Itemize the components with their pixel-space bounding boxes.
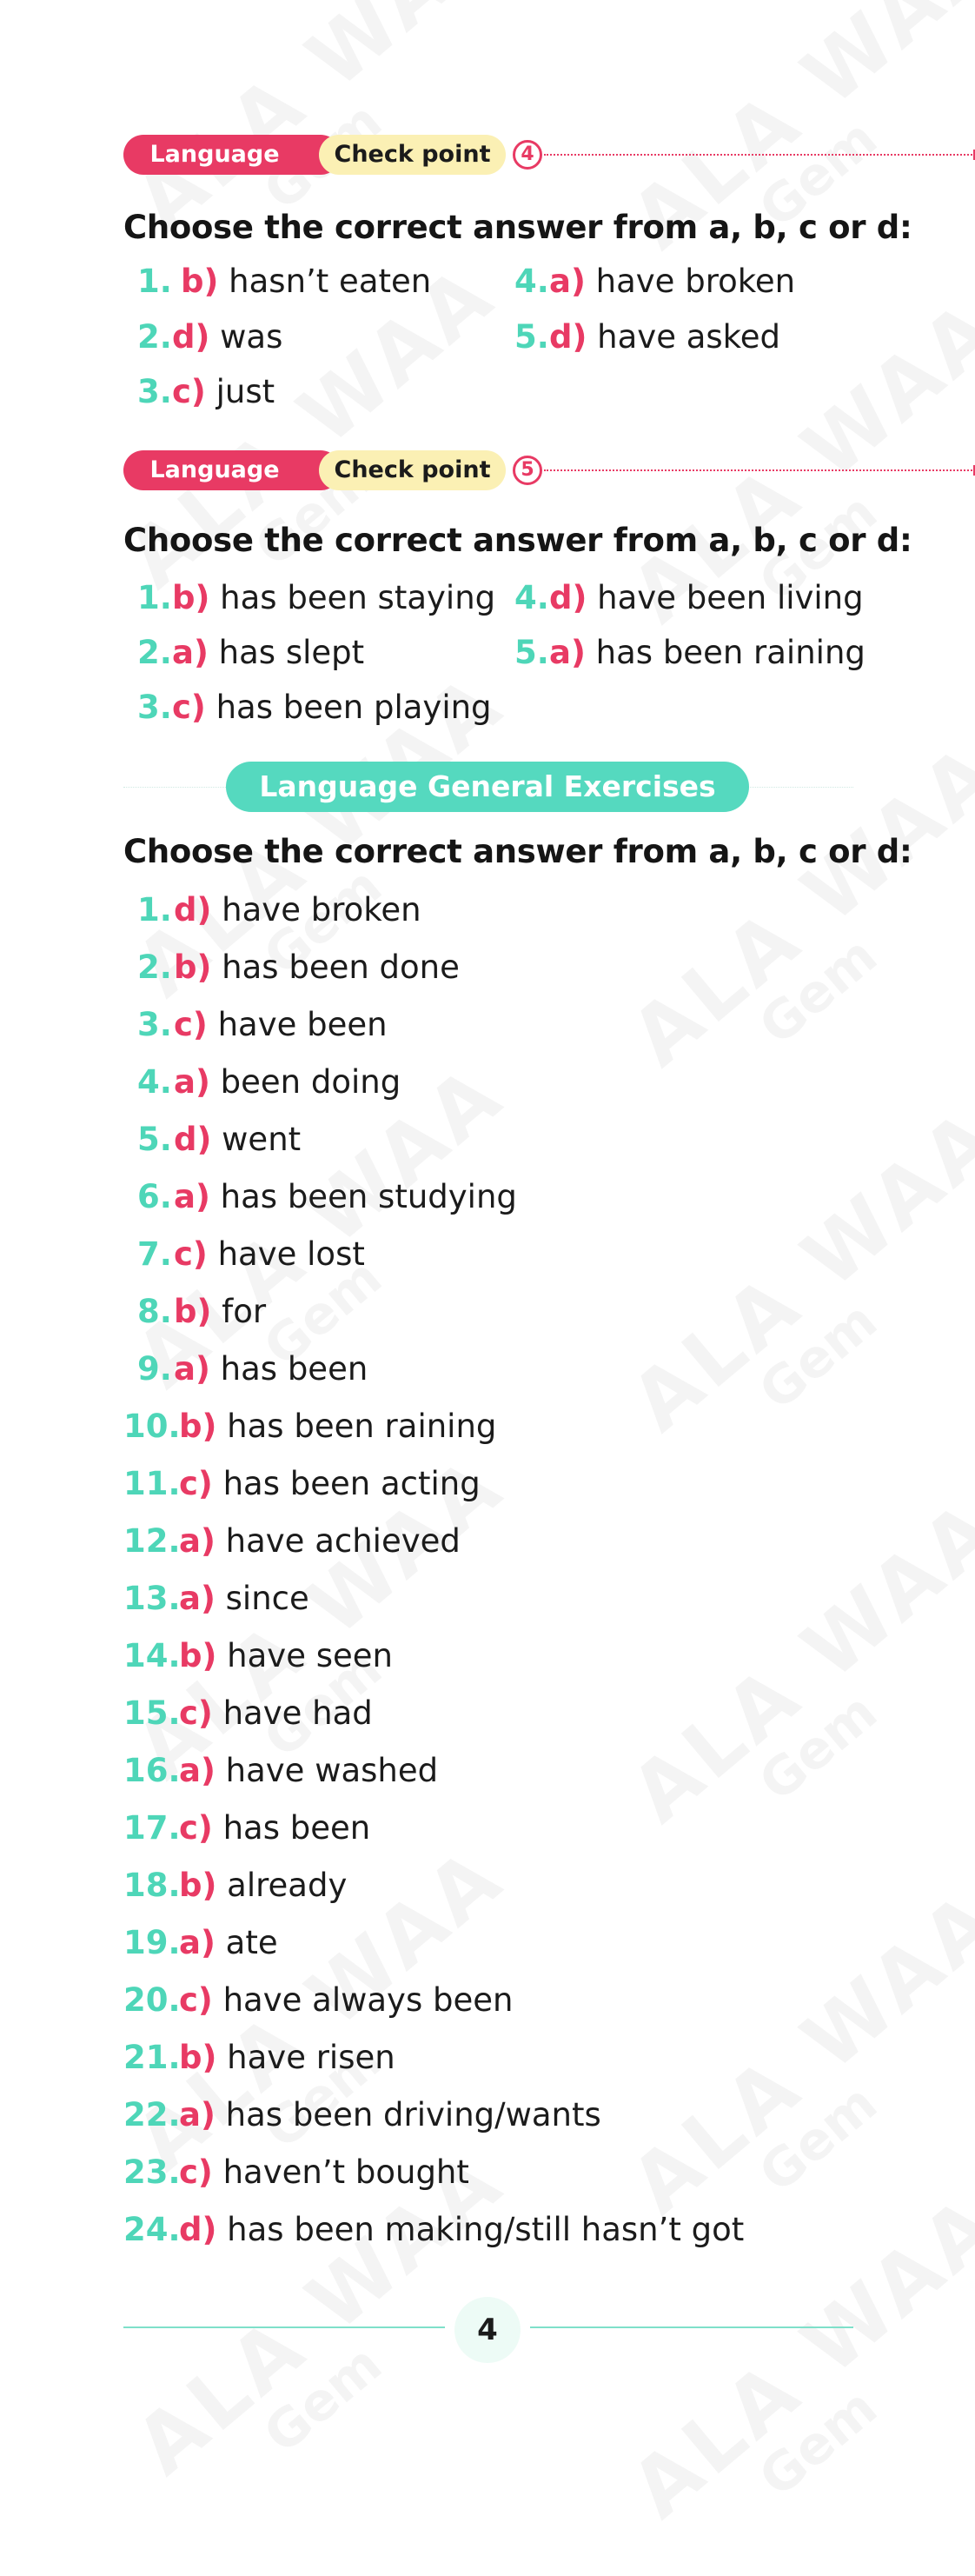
answer-letter: b)	[174, 949, 212, 986]
answer-item	[514, 579, 864, 616]
answer-number: 3.	[137, 1006, 172, 1043]
answer-item	[123, 1637, 393, 1674]
answer-item	[137, 689, 492, 726]
answer-text: has been playing	[216, 689, 492, 726]
watermark-subtext	[748, 2241, 975, 2508]
answer-text: has been done	[222, 949, 460, 986]
answer-item	[514, 318, 780, 356]
answer-text: have lost	[217, 1235, 365, 1273]
answer-item	[137, 263, 431, 300]
answer-letter: a)	[179, 2096, 216, 2133]
answer-letter: d)	[549, 579, 587, 616]
watermark	[614, 1090, 975, 1489]
answer-text: have broken	[595, 263, 796, 300]
answer-number: 5.	[137, 1121, 172, 1158]
answer-text: already	[227, 1867, 348, 1904]
answer-letter: a)	[174, 1063, 210, 1101]
answer-item	[123, 1752, 438, 1789]
answer-text: have washed	[225, 1752, 439, 1789]
answer-item	[137, 949, 460, 986]
answer-text: was	[220, 318, 283, 356]
answer-text: have broken	[222, 891, 421, 929]
answer-letter: c)	[179, 1694, 213, 1732]
answer-letter: d)	[174, 1121, 212, 1158]
answer-number: 15.	[123, 1694, 181, 1732]
dotted-divider	[544, 154, 975, 156]
answer-letter: b)	[181, 263, 219, 300]
answer-number: 9.	[137, 1350, 172, 1388]
watermark	[614, 1481, 975, 1880]
answer-text: have asked	[597, 318, 781, 356]
answer-number: 17.	[123, 1809, 181, 1847]
answer-letter: a)	[179, 1522, 216, 1560]
answer-letter: b)	[174, 1293, 212, 1330]
general-exercises-title: Language General Exercises	[226, 762, 749, 812]
answer-item	[137, 1178, 517, 1215]
answer-letter: a)	[172, 634, 209, 671]
checkpoint-4-header	[123, 135, 853, 175]
answer-item	[123, 1809, 370, 1847]
answer-letter: d)	[174, 891, 212, 929]
answer-letter: d)	[179, 2211, 217, 2248]
answer-letter: b)	[179, 1867, 217, 1904]
answer-item	[137, 1121, 301, 1158]
answer-number: 16.	[123, 1752, 181, 1789]
answer-item	[137, 1350, 368, 1388]
watermark-text	[614, 1090, 975, 1449]
answer-item	[514, 263, 795, 300]
answer-number: 1.	[137, 579, 172, 616]
answer-text: have seen	[227, 1637, 393, 1674]
watermark-subtext	[748, 1546, 975, 1813]
answer-letter: c)	[174, 1235, 208, 1273]
answer-letter: b)	[172, 579, 210, 616]
answer-item	[123, 1580, 309, 1617]
answer-item	[137, 318, 282, 356]
answer-number: 5.	[514, 318, 549, 356]
answer-letter: b)	[179, 1408, 217, 1445]
answer-letter: c)	[172, 689, 206, 726]
footer-line-left	[123, 2326, 445, 2328]
watermark-subtext	[253, 0, 554, 223]
answer-letter: a)	[179, 1580, 216, 1617]
answer-number: 18.	[123, 1867, 181, 1904]
answer-number: 2.	[137, 318, 172, 356]
answer-item	[137, 891, 421, 929]
language-label: Language	[123, 450, 341, 490]
answer-letter: a)	[174, 1178, 210, 1215]
answer-text: have risen	[227, 2039, 395, 2076]
checkpoint-number: 5	[513, 456, 542, 485]
answer-item	[123, 2039, 395, 2076]
checkpoint-number: 4	[513, 140, 542, 170]
watermark-text	[614, 1481, 975, 1840]
answer-letter: c)	[174, 1006, 208, 1043]
answer-number: 4.	[514, 263, 549, 300]
answer-text: just	[216, 373, 275, 410]
answer-number: 12.	[123, 1522, 181, 1560]
answer-text: since	[225, 1580, 309, 1617]
answer-letter: d)	[549, 318, 587, 356]
answer-number: 8.	[137, 1293, 172, 1330]
page-number: 4	[454, 2297, 521, 2363]
answer-number: 4.	[137, 1063, 172, 1101]
answer-number: 22.	[123, 2096, 181, 2133]
answer-number: 21.	[123, 2039, 181, 2076]
answer-letter: a)	[174, 1350, 210, 1388]
answer-text: for	[222, 1293, 267, 1330]
dotted-divider	[544, 469, 975, 471]
answer-number: 23.	[123, 2153, 181, 2191]
answer-item	[137, 1235, 365, 1273]
answer-item	[123, 1694, 373, 1732]
answer-text: haven’t bought	[222, 2153, 469, 2191]
answer-text: ate	[225, 1924, 278, 1961]
answer-number: 24.	[123, 2211, 181, 2248]
answer-text: has been making/still hasn’t got	[227, 2211, 745, 2248]
answer-letter: d)	[172, 318, 210, 356]
answer-text: has been	[222, 1809, 371, 1847]
watermark-subtext	[748, 789, 975, 1056]
answer-number: 4.	[514, 579, 549, 616]
answer-item	[123, 1924, 278, 1961]
answer-number: 3.	[137, 373, 172, 410]
watermark-subtext	[748, 1155, 975, 1421]
answer-text: has been raining	[227, 1408, 497, 1445]
answer-number: 11.	[123, 1465, 181, 1502]
question-heading: Choose the correct answer from a, b, c or d:	[123, 833, 912, 870]
answer-item	[123, 2096, 601, 2133]
answer-letter: c)	[179, 1465, 213, 1502]
answer-text: has been	[220, 1350, 368, 1388]
answer-text: have been living	[597, 579, 864, 616]
answer-text: has been driving/wants	[225, 2096, 601, 2133]
answer-item	[137, 579, 495, 616]
watermark-subtext	[748, 1937, 975, 2204]
answer-item	[123, 2211, 744, 2248]
answer-text: has been staying	[220, 579, 496, 616]
answer-item	[123, 1981, 513, 2019]
answer-item	[137, 634, 364, 671]
question-heading: Choose the correct answer from a, b, c or d:	[123, 522, 912, 559]
answer-item	[123, 1867, 347, 1904]
answer-item	[123, 2153, 469, 2191]
answer-text: been doing	[220, 1063, 401, 1101]
answer-number: 3.	[137, 689, 172, 726]
answer-number: 10.	[123, 1408, 181, 1445]
answer-letter: b)	[179, 1637, 217, 1674]
answer-letter: c)	[179, 2153, 213, 2191]
answer-letter: a)	[549, 263, 586, 300]
answer-letter: a)	[179, 1752, 216, 1789]
answer-text: have achieved	[225, 1522, 461, 1560]
answer-text: went	[222, 1121, 302, 1158]
answer-item	[514, 634, 866, 671]
answer-number: 1.	[137, 891, 172, 929]
language-label: Language	[123, 135, 341, 175]
answer-letter: c)	[172, 373, 206, 410]
answer-letter: a)	[179, 1924, 216, 1961]
checkpoint-5-header	[123, 450, 853, 490]
answer-item	[123, 1408, 496, 1445]
answer-number: 7.	[137, 1235, 172, 1273]
answer-item	[123, 1522, 461, 1560]
footer-line-right	[530, 2326, 853, 2328]
answer-item	[123, 1465, 481, 1502]
answer-text: have always been	[222, 1981, 514, 2019]
answer-letter: c)	[179, 1809, 213, 1847]
answer-number: 13.	[123, 1580, 181, 1617]
answer-number: 6.	[137, 1178, 172, 1215]
answer-item	[137, 1063, 401, 1101]
answer-number: 19.	[123, 1924, 181, 1961]
question-heading: Choose the correct answer from a, b, c or d:	[123, 209, 912, 246]
answer-text: has slept	[218, 634, 365, 671]
checkpoint-label: Check point	[319, 135, 506, 175]
answer-item	[137, 1293, 266, 1330]
checkpoint-label: Check point	[319, 450, 506, 490]
watermark-text	[614, 1873, 975, 2232]
answer-letter: c)	[179, 1981, 213, 2019]
answer-text: have been	[217, 1006, 388, 1043]
answer-text: have had	[222, 1694, 373, 1732]
answer-number: 1.	[137, 263, 172, 300]
answer-number: 14.	[123, 1637, 181, 1674]
answer-number: 5.	[514, 634, 549, 671]
answer-item	[137, 1006, 388, 1043]
answer-text: has been studying	[220, 1178, 517, 1215]
answer-item	[137, 373, 275, 410]
answer-text: hasn’t eaten	[229, 263, 432, 300]
answer-text: has been acting	[222, 1465, 481, 1502]
answer-number: 2.	[137, 634, 172, 671]
answer-number: 2.	[137, 949, 172, 986]
answer-letter: b)	[179, 2039, 217, 2076]
answer-number: 20.	[123, 1981, 181, 2019]
answer-letter: a)	[549, 634, 586, 671]
answer-text: has been raining	[595, 634, 866, 671]
watermark-subtext	[748, 0, 975, 240]
